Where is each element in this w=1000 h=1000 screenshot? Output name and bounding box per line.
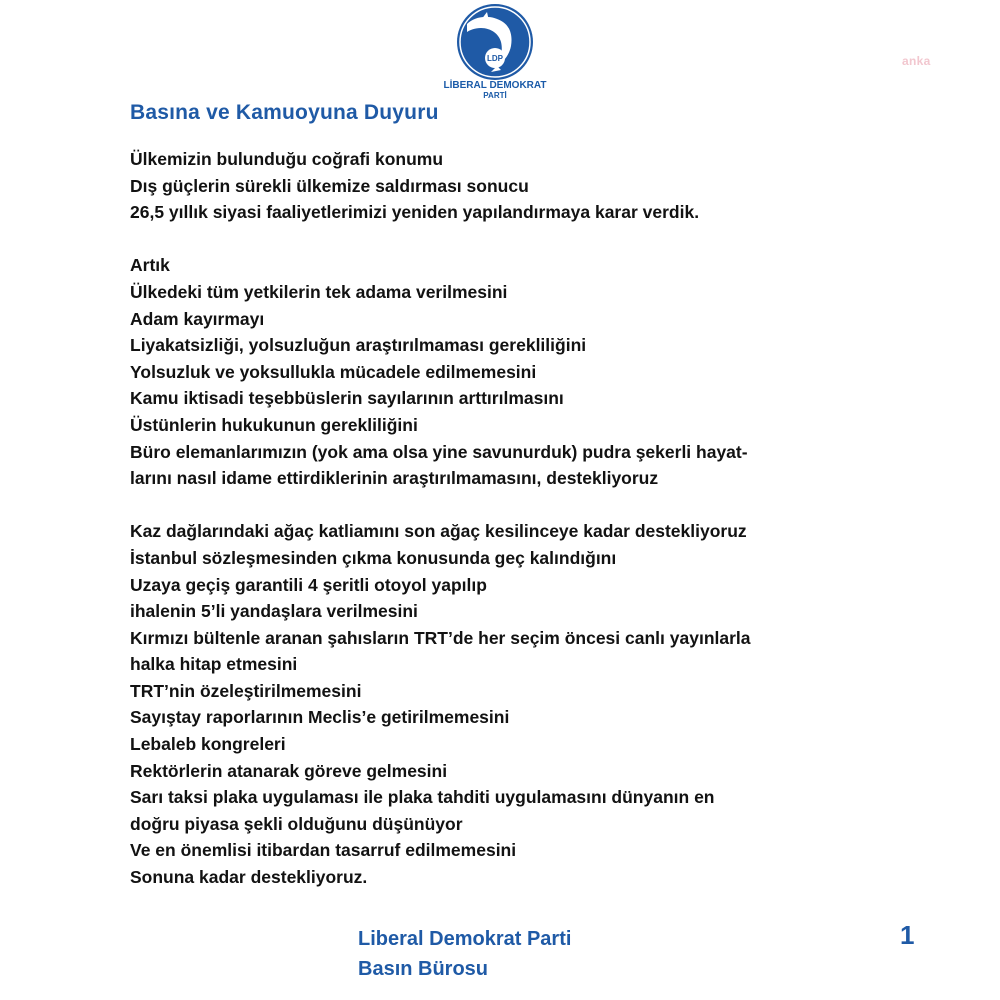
statement-line: Ve en önemlisi itibardan tasarruf edilmemesini: [130, 840, 517, 861]
logo-party-name: [430, 80, 560, 100]
statement-line: 26,5 yıllık siyasi faaliyetlerimizi yeniden yapılandırmaya karar verdik.: [130, 202, 700, 223]
paragraph-gap: [130, 226, 890, 253]
signature-block: [358, 924, 571, 984]
statement-line: Adam kayırmayı: [130, 308, 265, 329]
statement-line: İstanbul sözleşmesinden çıkma konusunda geç kalındığını: [130, 547, 617, 568]
statement-line: Liyakatsizliği, yolsuzluğun araştırılmaması gerekliliğini: [130, 335, 587, 356]
statement-line: Kaz dağlarındaki ağaç katliamını son ağaç kesilinceye kadar destekliyoruz: [130, 521, 747, 542]
statement-line: Büro elemanlarımızın (yok ama olsa yine savunurduk) pudra şekerli hayat-: [130, 441, 748, 462]
logo-name-line2: PARTİ: [483, 91, 507, 100]
statement-line: halka hitap etmesini: [130, 654, 298, 675]
statement-line: Üstünlerin hukukunun gerekliliğini: [130, 414, 418, 435]
statement-line: Ülkemizin bulunduğu coğrafi konumu: [130, 149, 444, 169]
statement-line: Lebaleb kongreleri: [130, 734, 286, 755]
statement-line: ihalenin 5’li yandaşlara verilmesini: [130, 601, 418, 622]
logo-name-line1: LİBERAL DEMOKRAT: [443, 80, 547, 91]
signature-line1: Liberal Demokrat Parti: [358, 928, 572, 950]
statement-line: Kırmızı bültenle aranan şahısların TRT’de her seçim öncesi canlı yayınlarla: [130, 627, 751, 648]
statement-line: Ülkedeki tüm yetkilerin tek adama verilmesini: [130, 281, 508, 302]
statement-line: Rektörlerin atanarak göreve gelmesini: [130, 760, 448, 781]
statement-line: doğru piyasa şekli olduğunu düşünüyor: [130, 813, 463, 834]
statement-line: larını nasıl idame ettirdiklerinin araştırılmamasını, destekliyoruz: [130, 468, 659, 489]
logo-abbr: LDP: [487, 54, 503, 63]
statement-line: Yolsuzluk ve yoksullukla mücadele edilmemesini: [130, 361, 537, 382]
signature-line2: Basın Bürosu: [358, 958, 489, 980]
statement-line: Sarı taksi plaka uygulaması ile plaka tahditi uygulamasını dünyanın en: [130, 787, 715, 808]
statement-line: TRT’nin özeleştirilmemesini: [130, 680, 362, 701]
statement-line: Kamu iktisadi teşebbüslerin sayılarının arttırılmasını: [130, 388, 564, 409]
statement-line: Artık: [130, 255, 170, 276]
statement-line: Sonuna kadar destekliyoruz.: [130, 867, 368, 888]
statement-line: Dış güçlerin sürekli ülkemize saldırması sonucu: [130, 175, 529, 196]
page-title: Basına ve Kamuoyuna Duyuru: [130, 101, 439, 124]
paragraph-gap: [130, 492, 890, 519]
watermark: anka: [902, 54, 931, 68]
page-number: 1: [900, 920, 915, 950]
statement-line: Sayıştay raporlarının Meclis’e getirilmemesini: [130, 707, 510, 728]
statement-line: Uzaya geçiş garantili 4 şeritli otoyol yapılıp: [130, 574, 487, 595]
statement-body: [130, 146, 890, 891]
